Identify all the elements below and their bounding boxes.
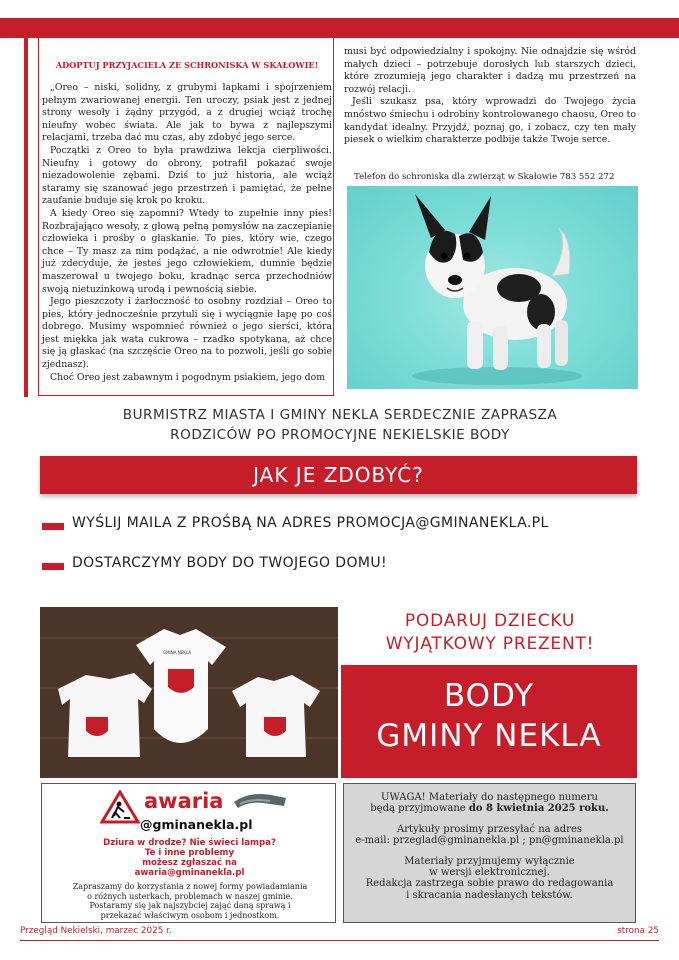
submission-notice [343,792,636,901]
section-header-bar [0,18,679,38]
notice-line: Artykuły prosimy przesyłać na adres [397,823,582,835]
awaria-brand: awaria [144,789,224,813]
onesie-label: GMINA NEKLA [163,650,191,655]
step-email: WYŚLIJ MAILA Z PROŚBĄ NA ADRES PROMOCJA@GMINANEKLA.PL [72,515,549,531]
step-delivery: DOSTARCZYMY BODY DO TWOJEGO DOMU! [72,555,388,571]
awaria-box [41,783,336,923]
street-lamp-icon [230,788,290,814]
notice-line: UWAGA! Materiały do następnego numeru [381,792,598,803]
bullet-marker [42,523,64,530]
awaria-question: Dziura w drodze? Nie świeci lampa? [103,838,276,848]
shelter-phone: Telefon do schroniska dla zwierząt w Skałowie 783 552 272 [354,172,615,182]
article-column-right [344,46,636,147]
article-accent-bar [24,38,28,397]
promo-invitation [40,405,640,445]
publication-info: Przegląd Nekielski, marzec 2025 r. [20,926,172,936]
bullet-marker [42,563,64,570]
notice-line: Materiały przyjmujemy wyłącznie [404,855,575,867]
body-title-line: BODY [443,678,535,714]
page-number: strona 25 [617,926,659,936]
article-paragraph: Choć Oreo jest zabawnym i pogodnym psiakiem, jego dom [50,371,326,383]
article-paragraph: Początki z Oreo to była prawdziwa lekcja cierpliwości. Nieufny i gotowy do obrony, potrafił pokazać swoje niezadowolenie zębami. Dziś to już historia, ale wciąż staramy się szanować jego przestrzeń i pamiętać, że pełne zaufanie buduje się krok po kroku. [42,144,332,207]
notice-line: i skracania nadesłanych tekstów. [406,889,573,901]
notice-emails[interactable]: e-mail: przeglad@gminanekla.pl ; pn@gminanekla.pl [355,835,624,847]
awaria-questions [42,838,337,878]
dog-illustration [347,186,638,389]
footer-rule [20,940,659,941]
notice-spacer [343,847,636,856]
gift-line: WYJĄTKOWY PREZENT! [385,634,595,654]
how-to-get-title: JAK JE ZDOBYĆ? [253,463,424,487]
article-title: ADOPTUJ PRZYJACIELA ZE SCHRONISKA W SKAŁOWIE! [55,60,319,70]
awaria-domain: @gminanekla.pl [140,817,253,832]
invite-line: BURMISTRZ MIASTA I GMINY NEKLA SERDECZNIE ZAPRASZA [122,407,558,423]
awaria-email[interactable]: awaria@gminanekla.pl [134,868,245,878]
article-paragraph: A kiedy Oreo się zapomni? Wtedy to zupełnie inny pies! Rozbrajająco wesoły, z głową pełną pomysłów na zaczepianie człowieka i prośby o głaskanie. To pies, który wie, czego chce – Ty masz za nim podążać, a nie odwrotnie! Ale kiedy już zdecyduje, że jesteś jego człowiekiem, dumnie będzie maszerował u twojego boku, kradnąc serca przechodniów swoją nietuzinkową urodą i pewnością siebie. [42,207,332,295]
onesies-photo [40,607,338,778]
article-column-left [42,82,332,384]
article-paragraph: musi być odpowiedzialny i spokojny. Nie odnajdzie się wśród małych dzieci – potrzebuje dorosłych lub starszych dzieci, które zrozumieją jego charakter i dadzą mu przestrzeń na rozwój relacji. [344,46,636,95]
warning-roadwork-icon [100,790,140,824]
body-title-line: GMINY NEKLA [376,718,602,754]
notice-deadline: do 8 kwietnia 2025 roku. [468,803,609,815]
gift-line: PODARUJ DZIECKU [404,611,576,631]
section-label: OGŁOSZENIA [591,4,667,16]
notice-line: w wersji elektronicznej. [429,867,550,879]
notice-line: Redakcja zastrzega sobie prawo do redagowania [365,878,614,890]
notice-line [343,803,636,814]
awaria-description: Zapraszamy do korzystania z nowej formy powiadamiania o różnych usterkach, problemach w naszej gminie. Postaramy się jak najszybciej zająć daną sprawą i przekazać właściwym osobom i jednostkom. [72,882,308,920]
dog-photo [347,186,638,389]
article-paragraph: Jeśli szukasz psa, który wprowadzi do Twojego życia mnóstwo śmiechu i odrobiny kontrolowanego chaosu, Oreo to kandydat idealny. Przyjdź, poznaj go, i zobacz, czy ten mały piesek o wielkim charakterze podbije także Twoje serce. [344,96,636,146]
gift-headline [345,610,635,656]
onesies-illustration [40,607,338,778]
article-paragraph: Jego pieszczoty i żarłoczność to osobny rozdział – Oreo to pies, który jednocześnie przytuli się i wyciągnie łapę po coś dobrego. Musimy wspomnieć również o jego sierści, która jest miękka jak wata cukrowa – rzadko spotykana, aż chce się ją głaskać (na szczęście Oreo na to pozwoli, jeśli go sobie zjednasz). [42,296,332,371]
awaria-question: Te i inne problemy [144,848,235,858]
invite-line: RODZICÓW PO PROMOCYJNE NEKIELSKIE BODY [170,427,510,443]
awaria-question: możesz zgłaszać na [142,858,237,868]
notice-text: będą przyjmowane [370,803,469,815]
article-paragraph: „Oreo – niski, solidny, z grubymi łapkami i spojrzeniem pełnym zwariowanej energii. Ten uroczy, psiak jest z jednej strony wesoły i żądny przygód, a z drugiej wciąż trochę nieufny wobec świata. Ale jak to bywa z najlepszymi relacjami, trzeba dać mu czas, aby zdobyć jego serce. [42,82,332,144]
body-promo-title [341,676,637,756]
notice-spacer [343,815,636,824]
